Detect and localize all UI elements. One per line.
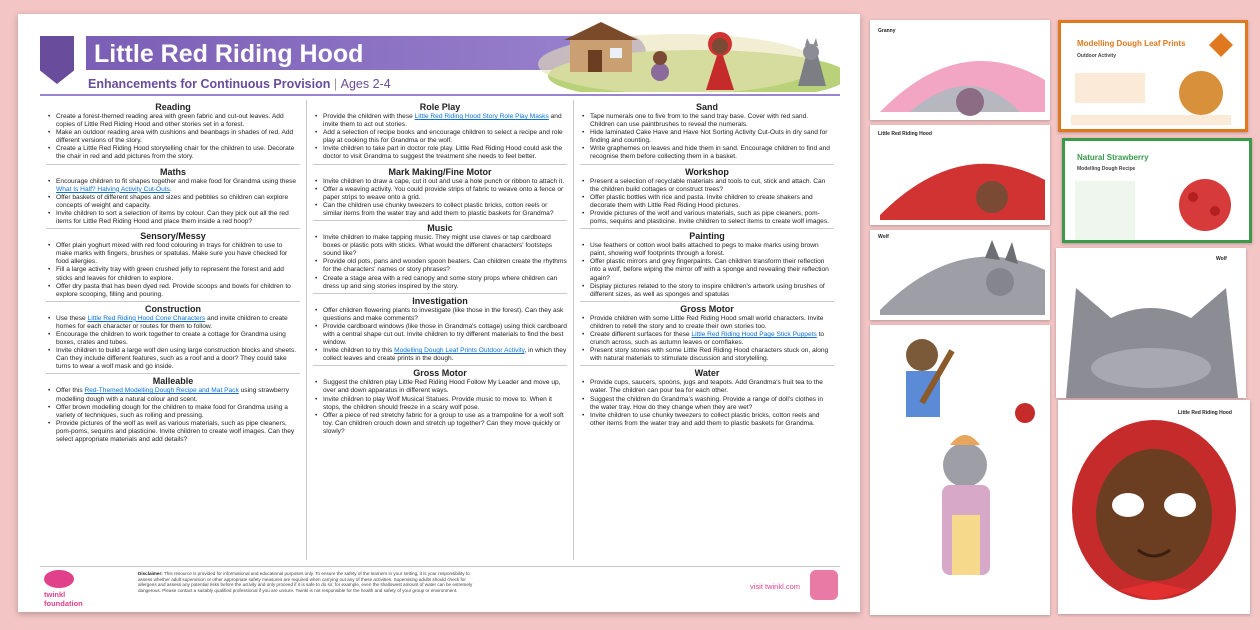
section-list bbox=[46, 315, 300, 372]
quality-badge bbox=[810, 570, 838, 600]
list-item bbox=[46, 315, 300, 331]
item-text: Offer plain yoghurt mixed with red food colouring in trays for children to use to make marks with fingers, brushes or spatulas. Make sure you have checked for food allergies. bbox=[56, 242, 288, 266]
activity-columns bbox=[40, 100, 840, 560]
section-list bbox=[313, 234, 567, 291]
list-item bbox=[580, 396, 834, 412]
section-heading: Sand bbox=[695, 102, 718, 112]
list-item bbox=[313, 178, 567, 186]
section-painting bbox=[580, 231, 834, 302]
item-text-pre: Use these bbox=[56, 314, 88, 322]
resource-link[interactable]: Little Red Riding Hood Page Stick Puppets bbox=[691, 330, 817, 338]
list-item bbox=[313, 307, 567, 323]
list-item bbox=[46, 266, 300, 282]
twinkl-logo bbox=[44, 570, 74, 588]
preview-label-wolf-mask: Wolf bbox=[1216, 256, 1227, 262]
item-text: Tape numerals one to five from to the sand tray base. Cover with red sand. Children can use paintbrushes to reveal the numerals. bbox=[590, 113, 809, 129]
resource-link[interactable]: Little Red Riding Hood Story Role Play Masks bbox=[414, 113, 549, 120]
list-item bbox=[313, 396, 567, 412]
list-item bbox=[46, 347, 300, 371]
section-heading: Water bbox=[694, 368, 720, 379]
title-ribbon bbox=[40, 36, 74, 84]
list-item bbox=[313, 275, 567, 291]
item-text-post: using strawberry modelling dough with a natural colour and scent. bbox=[56, 387, 289, 403]
section-gross-motor bbox=[313, 368, 567, 438]
list-item bbox=[46, 331, 300, 347]
item-text-pre: Offer this bbox=[56, 387, 85, 395]
section-sensory-messy bbox=[46, 231, 300, 302]
section-mark-making-fine-motor bbox=[313, 167, 567, 221]
section-heading: Investigation bbox=[412, 295, 468, 306]
item-text: Write graphemes on leaves and hide them in sand. Encourage children to find and recognise them before collecting them in a basket. bbox=[590, 145, 830, 161]
section-list bbox=[580, 242, 834, 299]
list-item bbox=[580, 258, 834, 282]
item-text-pre: Encourage children to fit shapes together and make food for Grandma using these bbox=[56, 177, 297, 185]
item-text: Provide cardboard windows (like those in Grandma's cottage) using thick cardboard with a central shape cut out. Invite children to try different materials to find the best window. bbox=[323, 322, 567, 347]
list-item bbox=[580, 331, 834, 347]
section-heading: Gross Motor bbox=[680, 303, 734, 314]
list-item bbox=[313, 234, 567, 258]
preview-wolf-mask bbox=[1056, 248, 1246, 398]
item-text: Fill a large activity tray with green crushed jelly to represent the forest and add sticks and leaves for children to explore. bbox=[56, 266, 284, 282]
section-heading: Painting bbox=[689, 231, 725, 242]
list-item bbox=[580, 178, 834, 194]
section-list bbox=[46, 178, 300, 227]
list-item bbox=[580, 379, 834, 395]
column-3 bbox=[574, 100, 840, 560]
list-item bbox=[313, 202, 567, 218]
item-text: Offer dry pasta that has been dyed red. Provide scoops and bowls for children to explore scooping, filling and pouring. bbox=[56, 282, 291, 298]
list-item bbox=[580, 113, 834, 129]
section-list bbox=[580, 315, 834, 364]
item-text: Display pictures related to the story to inspire children's artwork using brushes of different sizes, as well as sponges and spatulas bbox=[590, 282, 825, 298]
section-maths bbox=[46, 167, 300, 230]
item-text: Provide old pots, pans and wooden spoon beaters. Can children create the rhythms for the characters' names or story phrases? bbox=[323, 258, 567, 274]
list-item bbox=[46, 194, 300, 210]
item-text-pre: Invite children to try this bbox=[323, 347, 395, 355]
list-item bbox=[46, 178, 300, 194]
list-item bbox=[46, 129, 300, 145]
section-sand bbox=[580, 102, 834, 165]
item-text: Create a forest-themed reading area with green fabric and cut-out leaves. Add copies of Little Red Riding Hood and other stories set in a forest. bbox=[56, 113, 284, 129]
list-item bbox=[313, 258, 567, 274]
resource-link[interactable]: What Is Half? Halving Activity Cut-Outs bbox=[56, 185, 170, 193]
list-item bbox=[46, 420, 300, 444]
wolf-hat-art bbox=[870, 230, 1050, 320]
item-text-post: , in which they collect leaves and create prints in the dough. bbox=[323, 347, 567, 363]
logo-word: twinkl bbox=[44, 590, 66, 599]
item-text: Provide cups, saucers, spoons, jugs and teapots. Add Grandma's fruit tea to the water. The children can pour tea for each other. bbox=[590, 379, 823, 395]
item-text: Offer a piece of red stretchy fabric for a group to use as a trampoline for a wolf soft toy. Can children crouch down and stretch up together? Can they move quickly or slowly? bbox=[323, 411, 564, 435]
section-gross-motor bbox=[580, 304, 834, 367]
item-text: Offer plastic mirrors and grey fingerpaints. Can children transform their reflection into a wolf, before wiping the mirror off with a sponge and revealing their reflection again? bbox=[590, 258, 829, 282]
subtitle-age: Ages 2-4 bbox=[340, 77, 391, 91]
section-music bbox=[313, 223, 567, 294]
list-item bbox=[46, 242, 300, 266]
list-item bbox=[46, 145, 300, 161]
section-heading: Gross Motor bbox=[413, 368, 467, 379]
list-item bbox=[313, 379, 567, 395]
section-list bbox=[46, 242, 300, 299]
section-workshop bbox=[580, 167, 834, 230]
preview-label-lrrh-mask: Little Red Riding Hood bbox=[1178, 410, 1232, 416]
header-divider bbox=[40, 94, 840, 96]
section-water bbox=[580, 368, 834, 430]
item-text: Present a selection of recyclable materials and tools to cut, stick and attach. Can the children build cottages or construct trees? bbox=[590, 177, 826, 193]
item-text: Invite children to play Wolf Musical Statues. Provide music to move to. When it stops, the children should freeze in a scary wolf pose. bbox=[323, 395, 552, 411]
section-heading: Construction bbox=[145, 303, 201, 314]
section-heading: Reading bbox=[155, 102, 191, 112]
item-text: Invite children to sort a selection of items by colour. Can they pick out all the red items for Little Red Riding Hood and place them inside a red hoop? bbox=[56, 209, 289, 226]
section-list bbox=[46, 387, 300, 444]
list-item bbox=[46, 210, 300, 226]
strawberry-title: Natural Strawberry bbox=[1077, 153, 1149, 162]
preview-wolf-hat bbox=[870, 230, 1050, 320]
item-text-post: . bbox=[169, 185, 172, 193]
list-item bbox=[46, 113, 300, 129]
list-item bbox=[46, 404, 300, 420]
item-text: Make an outdoor reading area with cushions and beanbags in shades of red. Add different versions of the story. bbox=[56, 129, 294, 145]
item-text: Invite children to build a large wolf den using large construction blocks and sheets. Can they include different features, such as a roof and a door? They could take turns to wear a wolf mask and go inside. bbox=[56, 347, 297, 371]
list-item bbox=[580, 315, 834, 331]
section-heading: Sensory/Messy bbox=[140, 231, 206, 242]
section-list bbox=[580, 178, 834, 227]
item-text: Offer plastic bottles with rice and pasta. Invite children to create shakers and decorate them with Little Red Riding Hood pictures. bbox=[590, 193, 813, 209]
list-item bbox=[580, 283, 834, 299]
item-text: Provide pictures of the wolf as well as various materials, such as pipe cleaners, pom-poms, sequins and plasticine. Invite children to create wolf images. Can they select appropriate materials and add details? bbox=[56, 419, 295, 443]
list-item bbox=[313, 323, 567, 347]
lrrh-hood-art bbox=[870, 125, 1050, 225]
preview-leaf-prints bbox=[1058, 20, 1248, 132]
leaf-prints-title: Modelling Dough Leaf Prints bbox=[1077, 39, 1186, 48]
item-text: Create a Little Red Riding Hood storytelling chair for the children to use. Decorate the chair in red and add pictures from the story. bbox=[56, 145, 295, 161]
item-text-post: and invite children to create homes for each character or routes for them to follow. bbox=[56, 314, 288, 330]
item-text: Invite children to use chunky tweezers to collect plastic bricks, cotton reels and other items from the water tray and add them to plastic baskets for Grandma. bbox=[590, 411, 820, 427]
section-list bbox=[580, 379, 834, 428]
column-2 bbox=[307, 100, 574, 560]
list-item bbox=[580, 242, 834, 258]
section-reading bbox=[46, 102, 300, 165]
list-item bbox=[580, 129, 834, 145]
page-title: Little Red Riding Hood bbox=[94, 40, 364, 68]
preview-label-wolf: Wolf bbox=[878, 234, 889, 240]
section-list bbox=[580, 113, 834, 162]
item-text: Provide pictures of the wolf and various materials, such as pipe cleaners, pom-poms, sequins and plasticine. Invite children to select items to create wolf images. bbox=[590, 209, 829, 226]
item-text: Create a stage area with a red canopy and some story props where children can dress up and sing stories inspired by the story. bbox=[323, 274, 558, 290]
preview-label-lrrh: Little Red Riding Hood bbox=[878, 131, 932, 137]
list-item bbox=[46, 387, 300, 403]
section-construction bbox=[46, 304, 300, 375]
column-1 bbox=[40, 100, 307, 560]
item-text: Invite children to draw a cape, cut it out and use a hole punch or ribbon to attach it. bbox=[323, 177, 565, 185]
list-item bbox=[580, 412, 834, 428]
list-item bbox=[580, 194, 834, 210]
leaf-prints-subtitle: Outdoor Activity bbox=[1077, 53, 1116, 59]
list-item bbox=[46, 283, 300, 299]
list-item bbox=[313, 347, 567, 363]
granny-hat-art bbox=[870, 20, 1050, 120]
section-heading: Role Play bbox=[419, 102, 461, 112]
preview-label-granny: Granny bbox=[878, 28, 896, 34]
item-text: Can the children use chunky tweezers to collect plastic bricks, cotton reels or similar items from the water tray and add them to plastic baskets for Grandma? bbox=[323, 201, 554, 217]
section-list bbox=[313, 178, 567, 218]
section-heading: Maths bbox=[159, 166, 186, 177]
logo-sub: foundation bbox=[44, 599, 83, 608]
item-text-pre: Provide the children with these bbox=[323, 113, 415, 120]
item-text: Invite children to make tapping music. They might use claves or tap cardboard boxes or plastic pots with sticks. What would the different characters' footsteps sound like? bbox=[323, 234, 553, 258]
document-page bbox=[18, 14, 860, 612]
section-list bbox=[313, 379, 567, 436]
item-text: Hide laminated Cake Have and Have Not Sorting Activity Cut-Outs in dry sand for finding and counting. bbox=[590, 129, 828, 145]
resource-link[interactable]: Red-Themed Modelling Dough Recipe and Mat Pack bbox=[84, 387, 239, 395]
list-item bbox=[580, 347, 834, 363]
item-text: Offer children flowering plants to investigate (like those in the forest). Can they ask questions and make comments? bbox=[323, 306, 564, 322]
item-text-pre: Create different surfaces for these bbox=[590, 330, 692, 338]
section-role-play bbox=[313, 102, 567, 165]
section-heading: Workshop bbox=[685, 166, 729, 177]
preview-puppets bbox=[870, 325, 1050, 615]
resource-link[interactable]: Modelling Dough Leaf Prints Outdoor Activity bbox=[394, 347, 525, 355]
section-heading: Music bbox=[427, 223, 453, 234]
story-scene-illustration bbox=[528, 16, 840, 92]
item-text: Suggest the children play Little Red Riding Hood Follow My Leader and move up, over and down apparatus in different ways. bbox=[323, 379, 561, 395]
section-list bbox=[313, 113, 567, 162]
disclaimer-text: This resource is provided for informational and educational purposes only. To ensure the safety of the learners in your setting, it is your responsibility to assess whether adult supervision or other appropriate safety measures are required when carrying out any of these activities. Supervising adults should check for allergens and assess any potential risks before the activity and only proceed if it is safe to do so; for example, even the shallowest amount of water can be extremely dangerous. Please contact a suitably qualified professional if you are unsure. Twinkl is not responsible for the health and safety of your group or environment. bbox=[138, 571, 473, 593]
wolf-mask-art bbox=[1056, 248, 1246, 398]
section-list bbox=[46, 113, 300, 162]
preview-strawberry-recipe bbox=[1062, 138, 1252, 243]
strawberry-subtitle: Modelling Dough Recipe bbox=[1077, 166, 1136, 172]
item-text: Offer baskets of different shapes and sizes and pebbles so children can explore concepts of weight and capacity. bbox=[56, 193, 289, 209]
section-malleable bbox=[46, 376, 300, 446]
list-item bbox=[313, 186, 567, 202]
disclaimer-label: Disclaimer: bbox=[138, 571, 163, 576]
visit-link[interactable]: visit twinkl.com bbox=[750, 582, 801, 591]
item-text: Invite children to take part in doctor role play. Little Red Riding Hood could ask the doctor to visit Grandma to suggest the treatment she needs to feel better. bbox=[323, 145, 563, 161]
section-investigation bbox=[313, 296, 567, 367]
list-item bbox=[313, 129, 567, 145]
item-text: Use feathers or cotton wool balls attached to pegs to make marks using brown paint, showing wolf footprints through a forest. bbox=[590, 242, 819, 258]
list-item bbox=[580, 145, 834, 161]
item-text: Suggest the children do Grandma's washing. Provide a range of doll's clothes in the water tray. How do they change when they are wet? bbox=[590, 395, 824, 411]
item-text: Encourage the children to work together to create a cottage for Grandma using boxes, crates and tubes. bbox=[56, 330, 286, 347]
item-text-post: and invite them to act out stories. bbox=[323, 113, 562, 129]
list-item bbox=[313, 145, 567, 161]
item-text-post: to crunch across, such as autumn leaves or cornflakes. bbox=[590, 330, 825, 347]
section-heading: Malleable bbox=[152, 376, 194, 387]
subtitle-main: Enhancements for Continuous Provision bbox=[88, 77, 331, 91]
lrrh-mask-art bbox=[1058, 400, 1250, 614]
page-subtitle bbox=[88, 77, 391, 91]
section-heading: Mark Making/Fine Motor bbox=[388, 166, 492, 177]
item-text: Offer brown modelling dough for the children to make food for Grandma using a variety of techniques, such as rolling and pressing. bbox=[56, 403, 288, 419]
list-item bbox=[313, 113, 567, 129]
twinkl-logo-text bbox=[44, 590, 83, 608]
resource-link[interactable]: Little Red Riding Hood Cone Characters bbox=[87, 314, 206, 322]
preview-lrrh-mask bbox=[1058, 400, 1250, 614]
list-item bbox=[580, 210, 834, 226]
list-item bbox=[313, 412, 567, 436]
preview-lrrh-hood bbox=[870, 125, 1050, 225]
preview-granny-hat bbox=[870, 20, 1050, 120]
item-text: Offer a weaving activity. You could provide strips of fabric to weave onto a fence or paper strips to weave onto a grid. bbox=[323, 185, 564, 201]
puppets-art bbox=[870, 325, 1050, 615]
item-text: Present story stones with some Little Red Riding Hood characters stuck on, along with natural materials to stimulate discussion and storytelling. bbox=[590, 347, 829, 363]
item-text: Provide children with some Little Red Riding Hood small world characters. Invite children to retell the story and to create their own stories too. bbox=[590, 314, 824, 330]
subtitle-separator: | bbox=[333, 77, 338, 91]
disclaimer bbox=[138, 571, 478, 593]
section-list bbox=[313, 307, 567, 364]
item-text: Add a selection of recipe books and encourage children to select a recipe and role play at cooking this for Grandma or the wolf. bbox=[323, 129, 563, 145]
